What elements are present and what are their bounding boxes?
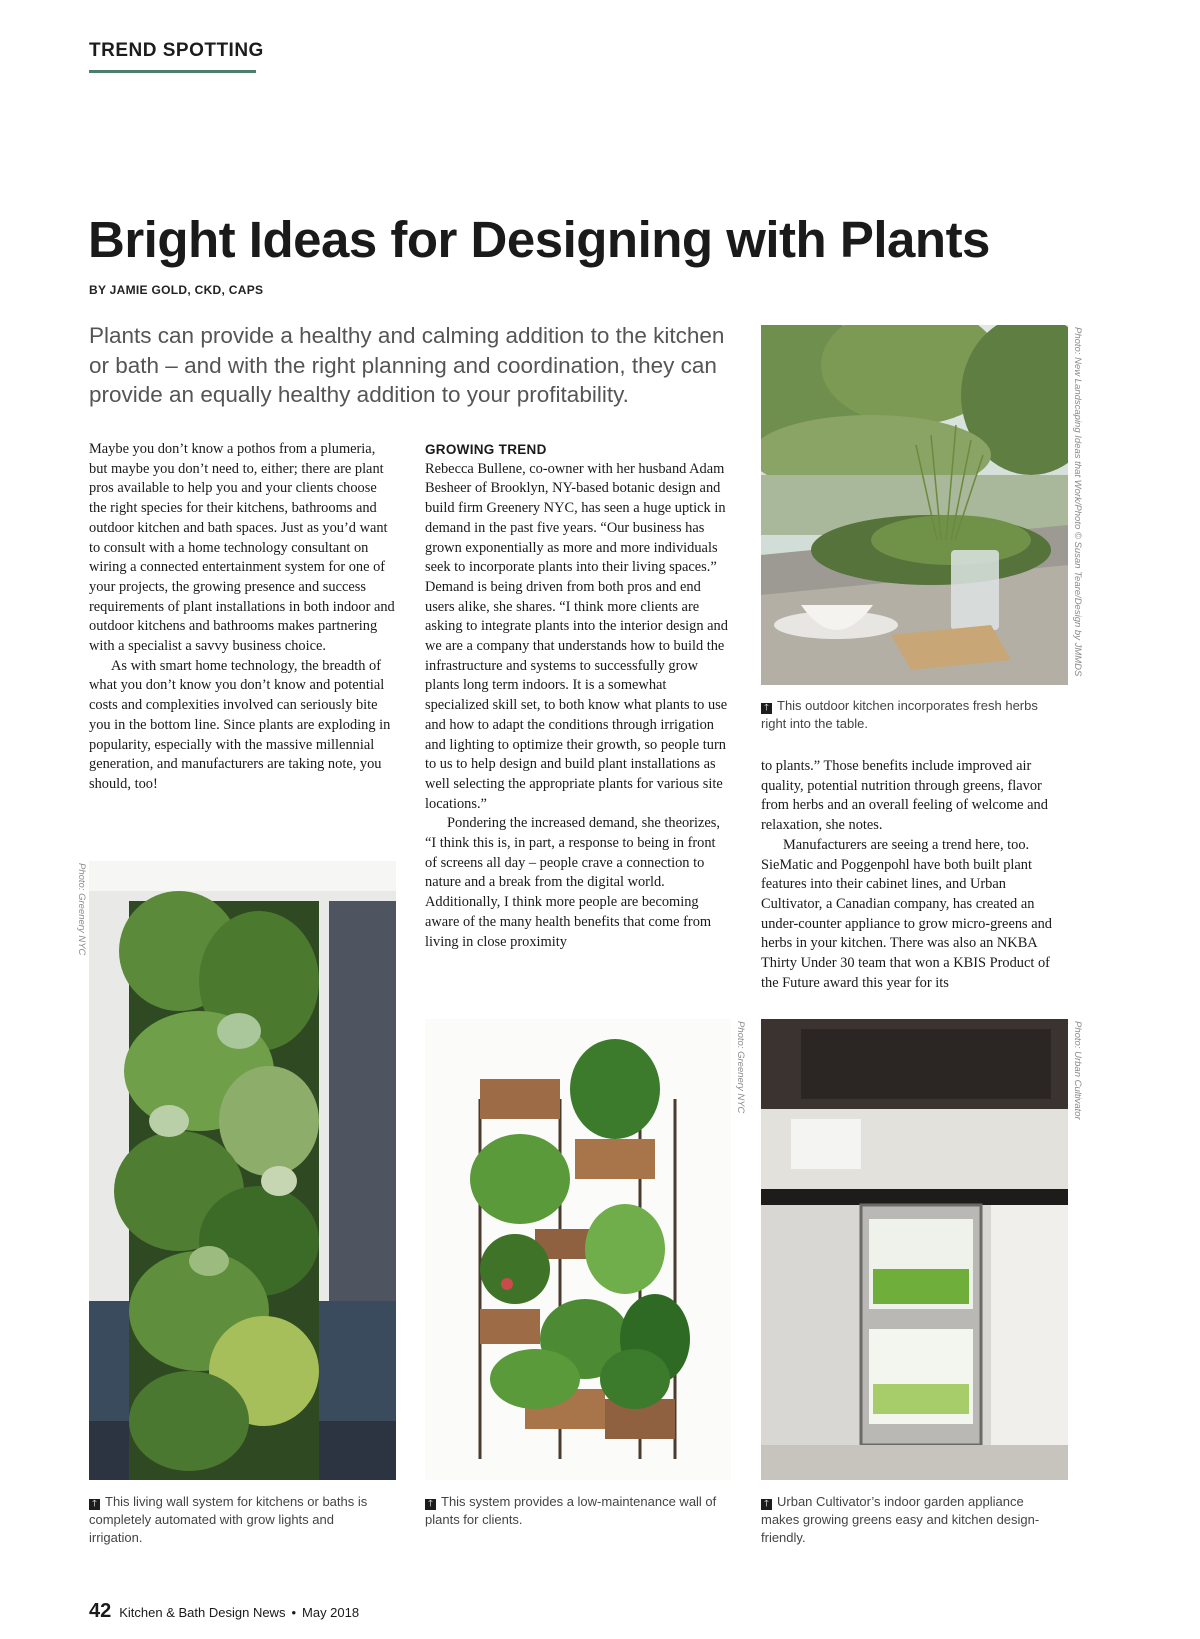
outdoor-kitchen-photo <box>761 325 1068 685</box>
byline: BY JAMIE GOLD, CKD, CAPS <box>89 283 264 297</box>
paragraph: Rebecca Bullene, co-owner with her husband Adam Besheer of Brooklyn, NY-based botanic design and build firm Greenery NYC, has seen a huge uptick in demand in the past five years. “Our business has grown exponentially as more and more individuals seek to incorporate plants into their living spaces.” Demand is being driven from both pros and end users alike, she shares. “I think more clients are asking to integrate plants into the interior design and we are a company that understands how to build the infrastructure and systems to successfully grow plants long term indoors. It is a somewhat specialized skill set, to both know what plants to use and how to adapt the conditions through irrigation and lighting to optimize their growth, so people turn to us to help design and build plant installations as well selecting the appropriate plants for various site locations.” <box>425 460 728 812</box>
photo-caption <box>89 1493 379 1547</box>
photo-caption <box>425 1493 725 1529</box>
caption-text: Urban Cultivator’s indoor garden appliance makes growing greens easy and kitchen design-friendly. <box>761 1494 1040 1545</box>
photo-credit: Photo: Greenery NYC <box>735 1021 746 1114</box>
living-wall-photo <box>89 861 396 1480</box>
caption-text: This living wall system for kitchens or baths is completely automated with grow lights and irrigation. <box>89 1494 368 1545</box>
photo-credit: Photo: Urban Cultivator <box>1072 1021 1083 1120</box>
paragraph: Pondering the increased demand, she theorizes, “I think this is, in part, a response to being in front of screens all day – people crave a connection to nature and a break from the digital world. Additionally, I think more people are becoming aware of the many health benefits that come from living in close proximity <box>425 815 720 950</box>
footer-separator: • <box>291 1605 297 1620</box>
section-label: TREND SPOTTING <box>89 40 264 61</box>
paragraph: As with smart home technology, the breadth of what you don’t know you don’t know and potential costs and complexities involved can seriously bite you in the bottom line. Since plants are exploding in popularity, especially with the massive millennial generation, and manufacturers are taking note, you should, too! <box>89 657 391 792</box>
body-column-2 <box>425 440 731 952</box>
deck: Plants can provide a healthy and calming addition to the kitchen or bath – and with the right planning and coordination, they can provide an equally healthy addition to your profitability. <box>89 323 725 407</box>
issue-date: May 2018 <box>302 1605 360 1620</box>
arrow-up-icon: 🡑 <box>761 1499 772 1510</box>
section-rule <box>89 70 256 73</box>
body-column-3 <box>761 757 1068 993</box>
body-column-1 <box>89 440 397 795</box>
arrow-up-icon: 🡑 <box>425 1499 436 1510</box>
kitchen-appliance-photo <box>761 1019 1068 1480</box>
caption-text: This outdoor kitchen incorporates fresh herbs right into the table. <box>761 698 1038 731</box>
subhead: GROWING TREND <box>425 442 547 457</box>
paragraph: Manufacturers are seeing a trend here, too. SieMatic and Poggenpohl have both built plant features into their cabinet lines, and Urban Cultivator, a Canadian company, has created an under-counter appliance to grow micro-greens and herbs in your kitchen. There was also an NKBA Thirty Under 30 team that won a KBIS Product of the Future award this year for its <box>761 836 1053 991</box>
photo-credit: Photo: New Landscaping Ideas that Work/Photo © Susan Teare/Design by JMMDS <box>1072 327 1083 677</box>
paragraph: Maybe you don’t know a pothos from a plumeria, but maybe you don’t need to, either; there are plant pros available to help you and your clients choose the right species for their kitchens, bathrooms and outdoor kitchen and bath spaces. Just as you’d want to consult with a home technology consultant on wiring a connected entertainment system for one of your projects, the growing presence and success requirements of plant installations in both indoor and outdoor kitchens and bathrooms makes partnering with a specialist a savvy business choice. <box>89 441 395 655</box>
photo-credit: Photo: Greenery NYC <box>76 863 87 956</box>
arrow-up-icon: 🡑 <box>761 703 772 714</box>
plant-shelf-photo <box>425 1019 731 1480</box>
arrow-up-icon: 🡑 <box>89 1499 100 1510</box>
paragraph: to plants.” Those benefits include improved air quality, potential nutrition through greens, flavor from herbs and an overall feeling of welcome and relaxation, she notes. <box>761 758 1048 834</box>
photo-caption <box>761 697 1061 733</box>
publication-name: Kitchen & Bath Design News <box>119 1605 286 1620</box>
page-number: 42 <box>89 1600 112 1622</box>
headline: Bright Ideas for Designing with Plants <box>88 211 990 268</box>
caption-text: This system provides a low-maintenance wall of plants for clients. <box>425 1494 717 1527</box>
page-footer <box>89 1600 359 1623</box>
photo-caption <box>761 1493 1051 1547</box>
